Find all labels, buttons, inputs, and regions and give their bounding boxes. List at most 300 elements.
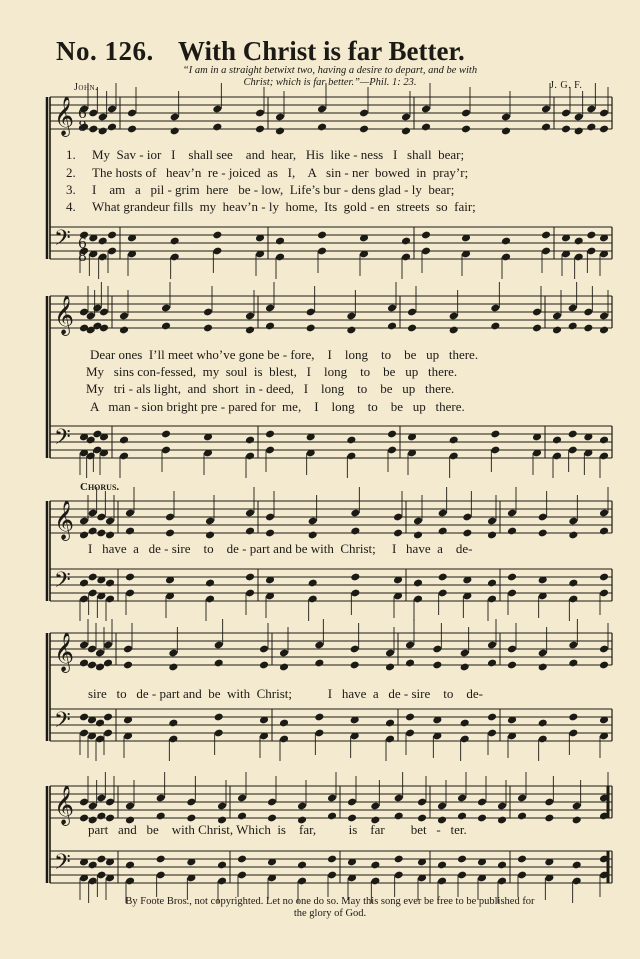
bass-note-head <box>385 719 395 728</box>
hymn-number: No. 126. <box>56 36 154 66</box>
treble-note-head <box>407 308 417 317</box>
treble-note-head <box>105 798 115 807</box>
treble-note-head <box>119 326 129 335</box>
treble-note-head <box>385 649 395 658</box>
verse-number: 2. <box>66 165 76 180</box>
treble-note-head <box>165 529 175 538</box>
bass-note-head <box>96 855 106 864</box>
treble-note-head <box>487 531 497 540</box>
bass-note-head <box>79 579 89 588</box>
bass-note-head <box>538 735 548 744</box>
treble-note-head <box>462 529 472 538</box>
treble-note-head <box>568 531 578 540</box>
treble-note-head <box>583 308 593 317</box>
bass-note-head <box>297 861 307 870</box>
epigraph-line-2: Christ; which is far better.”—Phil. 1: 23. <box>243 77 417 88</box>
bass-clef-icon: 𝄢 <box>54 850 71 880</box>
treble-note-head <box>87 645 97 654</box>
bass-note-head <box>437 861 447 870</box>
treble-note-head <box>168 663 178 672</box>
bass-note-head <box>437 877 447 886</box>
treble-clef-icon: 𝄞 <box>54 632 75 672</box>
bass-note-head <box>107 247 117 256</box>
bass-note-head <box>125 877 135 886</box>
verse-2-line-1: The hosts of heav’n re - joiced as I, A sin - ner bowed in pray’r; <box>92 165 469 180</box>
bass-note-head <box>497 877 507 886</box>
bass-note-head <box>346 452 356 461</box>
treble-note-head <box>214 659 224 668</box>
verse-1-line-2: Dear ones I’ll meet who’ve gone be - fore, I long to be up there. <box>90 347 479 362</box>
treble-note-head <box>532 308 542 317</box>
treble-note-head <box>501 113 511 122</box>
treble-note-head <box>394 794 404 803</box>
treble-note-head <box>259 645 269 654</box>
treble-note-head <box>438 509 448 518</box>
treble-note-head <box>572 816 582 825</box>
treble-note-head <box>583 324 593 333</box>
bass-note-head <box>156 871 166 880</box>
bass-note-head <box>552 452 562 461</box>
bass-note-head <box>394 871 404 880</box>
treble-note-head <box>96 513 106 522</box>
treble-note-head <box>107 123 117 132</box>
treble-note-head <box>432 661 442 670</box>
bass-note-head <box>346 436 356 445</box>
bass-note-head <box>599 452 609 461</box>
treble-note-head <box>568 517 578 526</box>
bass-note-head <box>490 446 500 455</box>
treble-note-head <box>572 802 582 811</box>
treble-note-head <box>308 531 318 540</box>
publisher-note-line-1: By Foote Bros., not copyrighted. Let no one do so. May this song ever be free to be published for <box>125 896 535 907</box>
bass-note-head <box>572 877 582 886</box>
bass-note-head <box>245 452 255 461</box>
treble-note-head <box>105 531 115 540</box>
bass-note-head <box>538 719 548 728</box>
bass-note-head <box>168 719 178 728</box>
treble-note-head <box>490 322 500 331</box>
treble-note-head <box>507 645 517 654</box>
bass-note-head <box>457 871 467 880</box>
treble-note-head <box>125 509 135 518</box>
verse-4-line-2: A man - sion bright pre - pared for me, I long to be up there. <box>90 399 465 414</box>
verse-number: 3. <box>66 182 76 197</box>
time-sig-bottom: 8 <box>78 119 87 135</box>
treble-clef-icon: 𝄞 <box>54 96 75 136</box>
treble-note-head <box>306 308 316 317</box>
treble-note-head <box>245 509 255 518</box>
treble-note-head <box>347 798 357 807</box>
bass-note-head <box>265 446 275 455</box>
bass-note-head <box>88 573 98 582</box>
chorus-lyrics-2: sire to de - part and be with Christ; I have a de - sire to de- <box>88 686 483 701</box>
treble-note-head <box>490 304 500 313</box>
chorus-label: Chorus. <box>80 481 120 493</box>
treble-note-head <box>186 798 196 807</box>
epigraph-line-1: “I am in a straight betwixt two, having a desire to depart, and be with <box>182 65 478 76</box>
bass-note-head <box>507 589 517 598</box>
treble-note-head <box>96 529 106 538</box>
bass-note-head <box>490 430 500 439</box>
treble-note-head <box>421 105 431 114</box>
treble-note-head <box>460 663 470 672</box>
treble-note-head <box>507 527 517 536</box>
treble-note-head <box>552 312 562 321</box>
treble-note-head <box>279 649 289 658</box>
treble-note-head <box>95 649 105 658</box>
bass-note-head <box>385 735 395 744</box>
treble-note-head <box>401 127 411 136</box>
bass-note-head <box>350 573 360 582</box>
treble-note-head <box>461 109 471 118</box>
treble-note-head <box>350 661 360 670</box>
bass-note-head <box>88 589 98 598</box>
bass-clef-icon: 𝄢 <box>54 708 71 738</box>
treble-note-head <box>350 509 360 518</box>
bass-note-head <box>161 446 171 455</box>
bass-note-head <box>599 589 609 598</box>
treble-note-head <box>306 324 316 333</box>
time-sig-top: 6 <box>78 236 87 252</box>
treble-note-head <box>203 308 213 317</box>
bass-note-head <box>314 729 324 738</box>
bass-note-head <box>79 595 89 604</box>
bass-note-head <box>125 573 135 582</box>
treble-note-head <box>127 125 137 134</box>
bass-note-head <box>421 247 431 256</box>
treble-note-head <box>255 125 265 134</box>
bass-note-head <box>599 436 609 445</box>
bass-note-head <box>574 253 584 262</box>
treble-note-head <box>359 125 369 134</box>
bass-note-head <box>517 871 527 880</box>
treble-note-head <box>265 513 275 522</box>
treble-note-head <box>165 513 175 522</box>
treble-note-head <box>79 517 89 526</box>
bass-note-head <box>421 231 431 240</box>
treble-note-head <box>432 645 442 654</box>
treble-note-head <box>317 105 327 114</box>
treble-note-head <box>88 527 98 536</box>
bass-note-head <box>205 579 215 588</box>
treble-note-head <box>541 105 551 114</box>
bass-note-head <box>170 253 180 262</box>
treble-note-head <box>98 113 108 122</box>
verse-number: 4. <box>66 199 76 214</box>
bass-note-head <box>214 729 224 738</box>
bass-note-head <box>105 595 115 604</box>
treble-note-head <box>217 802 227 811</box>
bass-note-head <box>88 877 98 886</box>
treble-note-head <box>599 645 609 654</box>
treble-note-head <box>370 802 380 811</box>
text-source: John. <box>74 82 99 93</box>
treble-note-head <box>387 322 397 331</box>
treble-note-head <box>393 529 403 538</box>
bass-note-head <box>457 855 467 864</box>
treble-note-head <box>265 529 275 538</box>
treble-note-head <box>407 324 417 333</box>
bass-note-head <box>327 855 337 864</box>
treble-note-head <box>98 127 108 136</box>
treble-note-head <box>327 794 337 803</box>
treble-note-head <box>161 322 171 331</box>
bass-note-head <box>317 231 327 240</box>
treble-note-head <box>538 649 548 658</box>
treble-note-head <box>127 109 137 118</box>
bass-note-head <box>245 589 255 598</box>
composer-initials: J. G. F. <box>550 80 583 91</box>
treble-note-head <box>79 798 89 807</box>
treble-note-head <box>79 531 89 540</box>
bass-note-head <box>487 729 497 738</box>
treble-note-head <box>574 127 584 136</box>
treble-note-head <box>327 812 337 821</box>
bass-note-head <box>237 871 247 880</box>
treble-note-head <box>449 326 459 335</box>
treble-note-head <box>487 517 497 526</box>
treble-note-head <box>538 663 548 672</box>
bass-note-head <box>413 595 423 604</box>
treble-note-head <box>538 529 548 538</box>
treble-note-head <box>308 517 318 526</box>
treble-note-head <box>568 659 578 668</box>
treble-note-head <box>541 123 551 132</box>
treble-note-head <box>237 812 247 821</box>
treble-note-head <box>346 326 356 335</box>
treble-note-head <box>544 814 554 823</box>
bass-note-head <box>79 729 89 738</box>
bass-note-head <box>497 861 507 870</box>
bass-note-head <box>103 713 113 722</box>
bass-note-head <box>460 719 470 728</box>
treble-note-head <box>394 812 404 821</box>
bass-note-head <box>275 237 285 246</box>
treble-note-head <box>461 125 471 134</box>
treble-note-head <box>477 798 487 807</box>
bass-clef-icon: 𝄢 <box>54 568 71 598</box>
bass-note-head <box>119 452 129 461</box>
treble-note-head <box>245 312 255 321</box>
treble-note-head <box>255 109 265 118</box>
bass-note-head <box>586 231 596 240</box>
bass-note-head <box>449 452 459 461</box>
treble-note-head <box>501 127 511 136</box>
bass-note-head <box>541 231 551 240</box>
bass-note-head <box>405 713 415 722</box>
chorus-lyrics-3: part and be with Christ, Which is far, is far bet - ter. <box>88 822 467 837</box>
treble-note-head <box>497 816 507 825</box>
bass-clef-icon: 𝄢 <box>54 226 71 256</box>
bass-note-head <box>599 573 609 582</box>
treble-note-head <box>123 645 133 654</box>
bass-note-head <box>79 713 89 722</box>
treble-note-head <box>387 304 397 313</box>
bass-note-head <box>501 237 511 246</box>
verse-1-line-1: My Sav - ior I shall see and hear, His like - ness I shall bear; <box>92 147 465 162</box>
bass-note-head <box>308 595 318 604</box>
verse-3-line-2: My tri - als light, and short in - deed, I long to be up there. <box>86 381 455 396</box>
treble-note-head <box>552 326 562 335</box>
treble-note-head <box>487 659 497 668</box>
bass-note-head <box>574 237 584 246</box>
treble-note-head <box>462 513 472 522</box>
bass-note-head <box>279 719 289 728</box>
bass-note-head <box>394 855 404 864</box>
treble-note-head <box>88 802 98 811</box>
bass-note-head <box>308 579 318 588</box>
treble-note-head <box>96 794 106 803</box>
treble-note-head <box>317 123 327 132</box>
bass-note-head <box>487 713 497 722</box>
verse-3-line-1: I am a pil - grim here be - low, Life’s bur - dens glad - ly bear; <box>92 182 455 197</box>
treble-note-head <box>88 509 98 518</box>
bass-note-head <box>401 253 411 262</box>
treble-note-head <box>87 661 97 670</box>
bass-note-head <box>170 237 180 246</box>
treble-note-head <box>275 127 285 136</box>
bass-note-head <box>568 579 578 588</box>
chorus-lyrics-1: I have a de - sire to de - part and be with Christ; I have a de- <box>88 541 473 556</box>
bass-note-head <box>161 430 171 439</box>
bass-note-head <box>237 855 247 864</box>
bass-note-head <box>98 253 108 262</box>
treble-note-head <box>568 304 578 313</box>
treble-note-head <box>96 812 106 821</box>
treble-note-head <box>245 527 255 536</box>
treble-note-head <box>161 304 171 313</box>
treble-note-head <box>168 649 178 658</box>
treble-note-head <box>170 113 180 122</box>
treble-note-head <box>599 326 609 335</box>
treble-note-head <box>568 322 578 331</box>
treble-note-head <box>507 509 517 518</box>
bass-note-head <box>413 579 423 588</box>
bass-note-head <box>98 237 108 246</box>
bass-note-head <box>95 719 105 728</box>
treble-clef-icon: 𝄞 <box>54 295 75 335</box>
treble-note-head <box>457 812 467 821</box>
treble-note-head <box>568 641 578 650</box>
treble-note-head <box>405 659 415 668</box>
treble-note-head <box>212 123 222 132</box>
treble-note-head <box>123 661 133 670</box>
treble-note-head <box>350 527 360 536</box>
bass-note-head <box>107 231 117 240</box>
time-sig-top: 6 <box>78 106 87 122</box>
bass-note-head <box>96 871 106 880</box>
treble-note-head <box>314 659 324 668</box>
bass-note-head <box>119 436 129 445</box>
hymn-title: With Christ is far Better. <box>178 36 465 66</box>
bass-note-head <box>105 579 115 588</box>
treble-note-head <box>314 641 324 650</box>
treble-note-head <box>297 802 307 811</box>
treble-note-head <box>125 802 135 811</box>
bass-note-head <box>438 589 448 598</box>
treble-note-head <box>487 641 497 650</box>
bass-note-head <box>387 430 397 439</box>
treble-note-head <box>156 794 166 803</box>
bass-note-head <box>212 231 222 240</box>
bass-note-head <box>370 861 380 870</box>
treble-note-head <box>586 105 596 114</box>
bass-note-head <box>317 247 327 256</box>
bass-note-head <box>279 735 289 744</box>
bass-note-head <box>327 871 337 880</box>
bass-note-head <box>217 877 227 886</box>
publisher-note <box>40 896 620 920</box>
treble-note-head <box>517 812 527 821</box>
bass-note-head <box>245 573 255 582</box>
bass-note-head <box>568 430 578 439</box>
treble-note-head <box>477 814 487 823</box>
treble-note-head <box>457 794 467 803</box>
bass-note-head <box>350 589 360 598</box>
treble-note-head <box>279 663 289 672</box>
verse-2-line-2: My sins con-fessed, my soul is blest, I long to be up there. <box>86 364 458 379</box>
treble-note-head <box>385 663 395 672</box>
bass-note-head <box>487 595 497 604</box>
treble-note-head <box>103 659 113 668</box>
bass-note-head <box>568 595 578 604</box>
bass-note-head <box>212 247 222 256</box>
bass-note-head <box>168 735 178 744</box>
bass-note-head <box>245 436 255 445</box>
treble-note-head <box>95 663 105 672</box>
bass-note-head <box>103 729 113 738</box>
treble-note-head <box>88 109 98 118</box>
bass-note-head <box>405 729 415 738</box>
treble-note-head <box>599 527 609 536</box>
bass-note-head <box>568 446 578 455</box>
treble-note-head <box>350 645 360 654</box>
bass-note-head <box>568 729 578 738</box>
treble-clef-icon: 𝄞 <box>54 785 75 825</box>
bass-note-head <box>214 713 224 722</box>
treble-note-head <box>214 641 224 650</box>
bass-note-head <box>541 247 551 256</box>
treble-note-head <box>105 517 115 526</box>
bass-note-head <box>586 247 596 256</box>
treble-note-head <box>346 312 356 321</box>
treble-note-head <box>405 641 415 650</box>
verse-4-line-1: What grandeur fills my heav’n - ly home, Its gold - en streets so fair; <box>92 199 476 214</box>
treble-note-head <box>599 509 609 518</box>
treble-note-head <box>421 123 431 132</box>
treble-note-head <box>103 641 113 650</box>
treble-note-head <box>437 802 447 811</box>
treble-note-head <box>599 109 609 118</box>
treble-note-head <box>170 127 180 136</box>
bass-note-head <box>275 253 285 262</box>
bass-note-head <box>370 877 380 886</box>
treble-note-head <box>413 531 423 540</box>
bass-note-head <box>156 855 166 864</box>
publisher-note-line-2: the glory of God. <box>293 908 367 919</box>
treble-note-head <box>119 312 129 321</box>
treble-note-head <box>507 661 517 670</box>
bass-note-head <box>205 595 215 604</box>
verse-number: 1. <box>66 147 76 162</box>
treble-note-head <box>245 326 255 335</box>
treble-note-head <box>413 517 423 526</box>
bass-note-head <box>449 436 459 445</box>
bass-note-head <box>487 579 497 588</box>
treble-note-head <box>449 312 459 321</box>
treble-note-head <box>538 513 548 522</box>
treble-note-head <box>599 661 609 670</box>
